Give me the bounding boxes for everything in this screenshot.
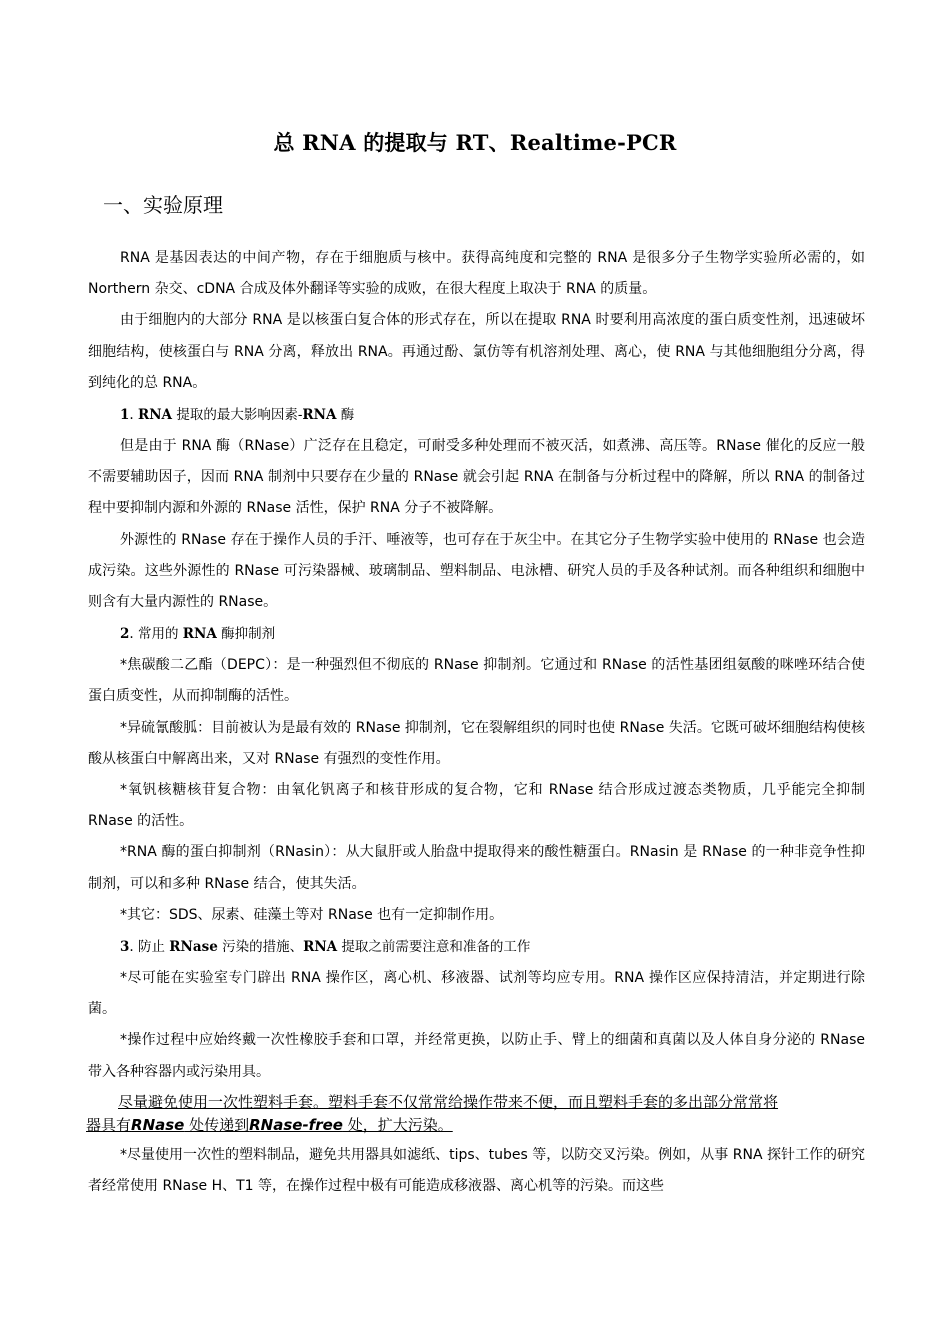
paragraph: 外源性的 RNase 存在于操作人员的手汗、唾液等，也可存在于灰尘中。在其它分子生物学实验中使用的 RNase 也会造成污染。这些外源性的 RNase 可污染器械、玻璃制品、塑料制品、电泳槽、研究人员的手及各种试剂。而各种组织和细胞中则含有大量内源性的 RNase。 bbox=[88, 531, 865, 611]
heading-text: 提取之前需要注意和准备的工作 bbox=[337, 939, 531, 956]
note-emphasis: RNase-free bbox=[249, 1115, 343, 1134]
paragraph: *其它：SDS、尿素、硅藻土等对 RNase 也有一定抑制作用。 bbox=[120, 906, 504, 923]
heading-text: 酶抑制剂 bbox=[216, 626, 276, 643]
note-text: 器具有 bbox=[86, 1115, 132, 1134]
note-line bbox=[86, 1114, 940, 1137]
note-line: 尽量避免使用一次性塑料手套。塑料手套不仅常常给操作带来不便，而且塑料手套的多出部分常常将 bbox=[118, 1092, 779, 1111]
note-emphasis: RNase bbox=[131, 1115, 185, 1134]
heading-text: 酶 bbox=[336, 407, 355, 424]
subsection-heading bbox=[88, 399, 865, 431]
paragraph: RNA 是基因表达的中间产物，存在于细胞质与核中。获得高纯度和完整的 RNA 是很多分子生物学实验所必需的，如 Northern 杂交、cDNA 合成及体外翻译等实验的成败，在很大程度上取决于 RNA 的质量。 bbox=[88, 250, 865, 298]
heading-bold-term: RNA bbox=[138, 407, 173, 424]
heading-separator: . bbox=[129, 626, 138, 643]
heading-separator: . bbox=[129, 939, 138, 956]
subsection-heading bbox=[88, 618, 865, 650]
heading-text: 污染的措施、 bbox=[217, 939, 304, 956]
heading-text: 防止 bbox=[138, 939, 170, 956]
heading-bold-term: RNA bbox=[182, 626, 217, 643]
paragraph: *尽可能在实验室专门辟出 RNA 操作区，离心机、移液器、试剂等均应专用。RNA 操作区应保持清洁，并定期进行除菌。 bbox=[88, 970, 865, 1018]
underlined-note bbox=[88, 1088, 865, 1140]
heading-number: 2 bbox=[120, 626, 130, 643]
paragraph: *RNA 酶的蛋白抑制剂（RNasin）：从大鼠肝或人胎盘中提取得来的酸性糖蛋白。RNasin 是 RNase 的一种非竞争性抑制剂，可以和多种 RNase 结合，使其失活。 bbox=[88, 844, 865, 892]
page-title: 总 RNA 的提取与 RT、Realtime-PCR bbox=[273, 130, 677, 155]
heading-text: 常用的 bbox=[138, 626, 183, 643]
paragraph: *异硫氰酸胍：目前被认为是最有效的 RNase 抑制剂，它在裂解组织的同时也使 RNase 失活。它既可破坏细胞结构使核酸从核蛋白中解离出来，又对 RNase 有强烈的变性作用。 bbox=[88, 719, 865, 767]
heading-bold-term: RNA bbox=[302, 407, 337, 424]
heading-bold-term: RNA bbox=[303, 939, 338, 956]
paragraph: 但是由于 RNA 酶（RNase）广泛存在且稳定，可耐受多种处理而不被灭活，如煮沸、高压等。RNase 催化的反应一般不需要辅助因子，因而 RNA 制剂中只要存在少量的 RNase 就会引起 RNA 在制备与分析过程中的降解，所以 RNA 的制备过程中要抑制内源和外源的 RNase 活性，保护 RNA 分子不被降解。 bbox=[88, 438, 865, 517]
section-heading: 一、实验原理 bbox=[103, 193, 223, 217]
paragraph: *焦碳酸二乙酯（DEPC）：是一种强烈但不彻底的 RNase 抑制剂。它通过和 RNase 的活性基团组氨酸的咪唑环结合使蛋白质变性，从而抑制酶的活性。 bbox=[88, 657, 865, 705]
heading-bold-term: RNase bbox=[169, 939, 218, 956]
heading-number: 3 bbox=[120, 939, 130, 956]
note-text: 处传递到 bbox=[184, 1115, 250, 1134]
paragraph: *氧钒核糖核苷复合物：由氧化钒离子和核苷形成的复合物，它和 RNase 结合形成过渡态类物质，几乎能完全抑制 RNase 的活性。 bbox=[88, 782, 865, 830]
paragraph: *操作过程中应始终戴一次性橡胶手套和口罩，并经常更换，以防止手、臂上的细菌和真菌以及人体自身分泌的 RNase 带入各种容器内或污染用具。 bbox=[88, 1032, 865, 1080]
underlined-note-text bbox=[86, 1091, 940, 1137]
heading-text: 提取的最大影响因素- bbox=[172, 407, 303, 424]
subsection-heading bbox=[88, 931, 865, 963]
note-text: 处，扩大污染。 bbox=[342, 1115, 453, 1134]
document-body bbox=[88, 243, 865, 1202]
paragraph: *尽量使用一次性的塑料制品，避免共用器具如滤纸、tips、tubes 等，以防交叉污染。例如，从事 RNA 探针工作的研究者经常使用 RNase H、T1 等，在操作过程中极有可能造成移液器、离心机等的污染。而这些 bbox=[88, 1146, 865, 1195]
heading-number: 1 bbox=[120, 407, 130, 424]
paragraph: 由于细胞内的大部分 RNA 是以核蛋白复合体的形式存在，所以在提取 RNA 时要利用高浓度的蛋白质变性剂，迅速破坏细胞结构，使核蛋白与 RNA 分离，释放出 RNA。再通过酚、氯仿等有机溶剂处理、离心，使 RNA 与其他细胞组分分离，得到纯化的总 RNA。 bbox=[88, 312, 865, 391]
heading-separator: . bbox=[129, 407, 138, 424]
